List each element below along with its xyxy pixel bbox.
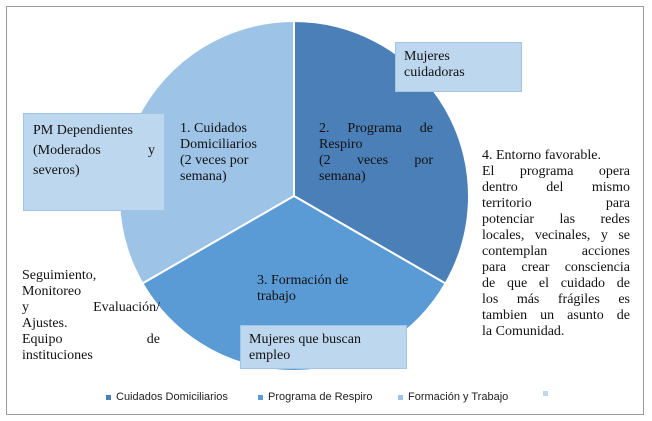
segment-label-formacion	[257, 273, 387, 305]
segment-formacion-line-2: trabajo	[257, 289, 296, 304]
segment-cuidados-line-1: 1. Cuidados	[180, 121, 247, 136]
entorno-line-8: para crear consciencia	[482, 260, 630, 275]
entorno-text	[482, 148, 630, 340]
box-mujeres-empleo	[240, 325, 407, 369]
segment-cuidados-line-3: (2 veces por	[180, 153, 249, 168]
legend-label-cuidados: Cuidados Domiciliarios	[116, 391, 228, 403]
legend-swatch-respiro	[258, 395, 263, 400]
entorno-line-5: potenciar las redes	[482, 212, 630, 227]
entorno-line-3: dentro del mismo	[482, 180, 630, 195]
segment-cuidados-line-2: Domiciliarios	[180, 137, 257, 152]
seguimiento-line-2: Monitoreo	[22, 284, 82, 299]
box-pm-line-2: (Moderados y	[33, 143, 155, 158]
box-cuidadoras-line-1: Mujeres	[404, 49, 450, 64]
legend-item-cuidados	[106, 391, 228, 403]
entorno-line-6: locales, vecinales, y se	[482, 228, 630, 243]
legend-item-formacion	[398, 391, 508, 403]
box-pm-line-3: severos)	[33, 163, 80, 178]
entorno-line-9: de que el cuidado de	[482, 276, 630, 291]
segment-formacion-line-1: 3. Formación de	[257, 273, 349, 288]
entorno-line-1: 4. Entorno favorable.	[482, 148, 601, 163]
segment-respiro-line-2: Respiro	[319, 137, 363, 152]
seguimiento-text	[22, 268, 160, 364]
box-cuidadoras-line-2: cuidadoras	[404, 65, 465, 80]
seguimiento-line-1: Seguimiento,	[22, 268, 97, 283]
seguimiento-line-6: instituciones	[22, 348, 93, 363]
legend-swatch-formacion	[398, 395, 403, 400]
box-mujeres-cuidadoras	[395, 42, 522, 92]
box-empleo-line-2: empleo	[249, 348, 291, 363]
entorno-line-4: territorio para	[482, 196, 630, 211]
legend-label-formacion: Formación y Trabajo	[408, 391, 509, 403]
legend-label-respiro: Programa de Respiro	[268, 391, 373, 403]
entorno-line-2: El programa opera	[482, 164, 630, 179]
box-pm-dependientes	[23, 113, 165, 211]
entorno-line-11: tambien un asunto de	[482, 308, 630, 323]
segment-label-cuidados	[180, 121, 280, 185]
box-empleo-line-1: Mujeres que buscan	[249, 332, 361, 347]
legend-swatch-empty	[543, 391, 548, 396]
segment-cuidados-line-4: semana)	[180, 169, 227, 184]
segment-respiro-line-3: (2 veces por	[319, 153, 433, 168]
box-pm-line-1: PM Dependientes	[33, 123, 133, 138]
legend-item-empty	[543, 391, 553, 396]
segment-label-respiro	[319, 121, 433, 185]
entorno-line-12: la Comunidad.	[482, 324, 565, 339]
entorno-line-10: los más frágiles es	[482, 292, 630, 307]
seguimiento-line-4: Ajustes.	[22, 316, 68, 331]
legend	[100, 391, 560, 405]
legend-swatch-cuidados	[106, 395, 111, 400]
seguimiento-line-3: y Evaluación/	[22, 300, 160, 315]
segment-respiro-line-4: semana)	[319, 169, 366, 184]
entorno-line-7: contemplan acciones	[482, 244, 630, 259]
seguimiento-line-5: Equipo de	[22, 332, 160, 347]
legend-item-respiro	[258, 391, 373, 403]
segment-respiro-line-1: 2. Programa de	[319, 121, 433, 136]
